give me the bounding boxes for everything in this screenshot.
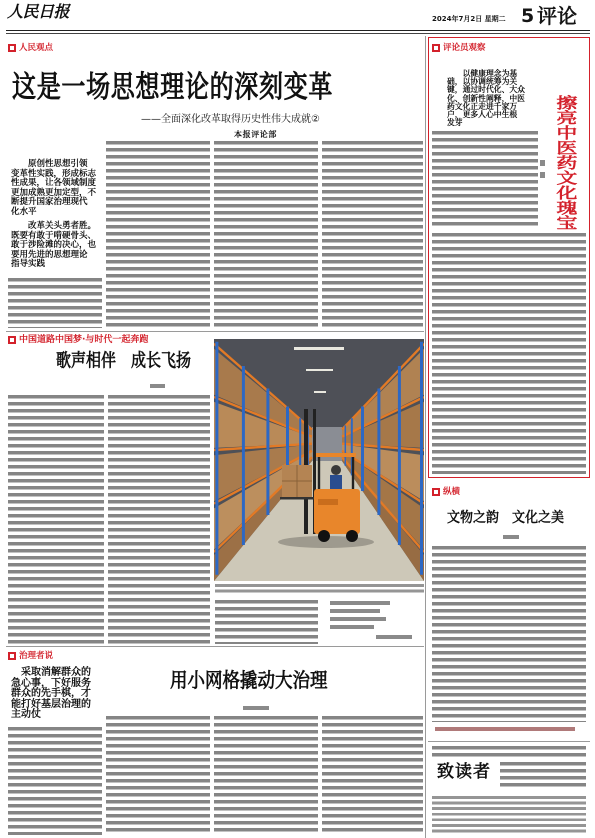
pull-quote-line: 础，以协调统筹为关 xyxy=(447,77,518,87)
page-section-title: 评论 xyxy=(537,4,577,28)
photo-caption xyxy=(215,584,424,595)
notice-text xyxy=(432,746,586,759)
body-text-column xyxy=(8,278,102,328)
commentator-pull-quote xyxy=(447,70,525,127)
opinion-byline: 本报评论部 xyxy=(234,130,277,139)
poem-line xyxy=(330,625,374,629)
pull-quote-line: 改革关头勇者胜。 xyxy=(28,221,97,231)
pull-quote-line: 要用先进的思想理论 xyxy=(11,249,88,260)
pull-quote-line: 更加成熟更加定型，不 xyxy=(11,187,97,198)
pull-quote-line: 变革性实践，形成标志 xyxy=(11,168,97,179)
pull-quote-line: 键，通过时代化、大众 xyxy=(447,85,525,95)
body-text-column xyxy=(215,600,318,644)
page-number: 5 xyxy=(521,5,535,27)
pull-quote-line: 主动仗 xyxy=(11,709,41,721)
governance-headline: 用小网格撬动大治理 xyxy=(170,669,328,693)
poem-line xyxy=(330,617,386,621)
body-text-column xyxy=(214,141,318,328)
governance-byline xyxy=(243,706,269,710)
body-text-column xyxy=(322,141,423,328)
feature-headline: 歌声相伴 成长飞扬 xyxy=(56,349,192,372)
zongheng-byline xyxy=(503,535,519,539)
pull-quote-line: 能打好基层治理的 xyxy=(11,698,91,710)
page-footer xyxy=(432,796,586,834)
commentator-byline xyxy=(540,172,545,178)
section-marker-icon xyxy=(432,488,440,496)
section-label-governance: 治理者说 xyxy=(19,651,54,661)
section-label-zongheng: 纵横 xyxy=(443,487,461,497)
editor-note xyxy=(435,727,575,731)
masthead-rule-thin xyxy=(6,33,590,34)
warehouse-photo xyxy=(214,339,424,581)
pull-quote-line: 采取消解群众的 xyxy=(21,667,91,678)
notice-text xyxy=(500,762,586,790)
notice-heading: 致读者 xyxy=(437,762,491,782)
section-divider xyxy=(428,741,590,742)
pull-quote-line: 断提升国家治理现代 xyxy=(11,197,88,208)
zongheng-headline: 文物之韵 文化之美 xyxy=(447,509,565,527)
body-text-column xyxy=(8,727,102,835)
governance-pull-quote xyxy=(11,668,91,721)
body-text-column xyxy=(8,395,104,644)
poem-attribution xyxy=(376,635,412,639)
column-divider xyxy=(425,36,426,838)
body-text-column xyxy=(108,395,210,644)
commentator-headline: 擦亮中医药文化瑰宝 xyxy=(553,95,579,230)
pull-quote-line: 急心事，下好服务 xyxy=(11,677,91,689)
section-marker-icon xyxy=(432,44,440,52)
pull-quote-line: 药文化正走进千家万 xyxy=(447,101,518,111)
masthead-rule xyxy=(6,30,590,31)
issue-date: 2024年7月2日 星期二 xyxy=(432,15,506,23)
pull-quote-line: 以健康理念为基 xyxy=(462,69,518,78)
section-marker-icon xyxy=(8,336,16,344)
body-text-column xyxy=(322,716,423,835)
pull-quote-line: 性成果，让各领域制度 xyxy=(11,178,97,189)
commentator-byline xyxy=(540,160,545,166)
section-marker-icon xyxy=(8,652,16,660)
section-label-opinion: 人民观点 xyxy=(19,43,54,53)
pull-quote-line: 敢于涉险滩的决心，也 xyxy=(11,240,97,251)
body-text-column xyxy=(106,141,210,328)
opinion-pull-quote-1 xyxy=(11,160,96,218)
pull-quote-line: 化、创新性阐释，中医 xyxy=(447,93,525,103)
pull-quote-line: 原创性思想引领 xyxy=(28,159,88,169)
section-divider xyxy=(6,646,424,647)
body-text-column xyxy=(432,131,538,229)
body-text-column xyxy=(432,233,586,474)
pull-quote-line: 化水平 xyxy=(11,206,37,217)
section-divider xyxy=(6,331,424,332)
section-label-commentator: 评论员观察 xyxy=(443,43,486,53)
poem-line xyxy=(330,601,390,605)
pull-quote-line: 指导实践 xyxy=(11,259,46,270)
poem-line xyxy=(330,609,380,613)
pull-quote-line: 户，更多人心中生根 xyxy=(447,110,518,120)
pull-quote-line: 既要有敢于啃硬骨头、 xyxy=(11,230,97,241)
section-marker-icon xyxy=(8,44,16,52)
masthead-logo: 人民日报 xyxy=(7,2,70,21)
section-label-feature: 中国道路中国梦·与时代一起奔跑 xyxy=(19,335,149,345)
feature-byline xyxy=(150,384,165,388)
opinion-pull-quote-2 xyxy=(11,222,96,270)
opinion-headline: 这是一场思想理论的深刻变革 xyxy=(12,68,334,105)
body-text-column xyxy=(106,716,210,835)
body-text-column xyxy=(214,716,318,835)
body-text-column xyxy=(432,546,586,722)
pull-quote-line: 发芽 xyxy=(447,118,463,128)
pull-quote-line: 群众的先手棋，才 xyxy=(11,688,91,700)
opinion-subtitle: ——全面深化改革取得历史性伟大成就② xyxy=(141,114,320,125)
